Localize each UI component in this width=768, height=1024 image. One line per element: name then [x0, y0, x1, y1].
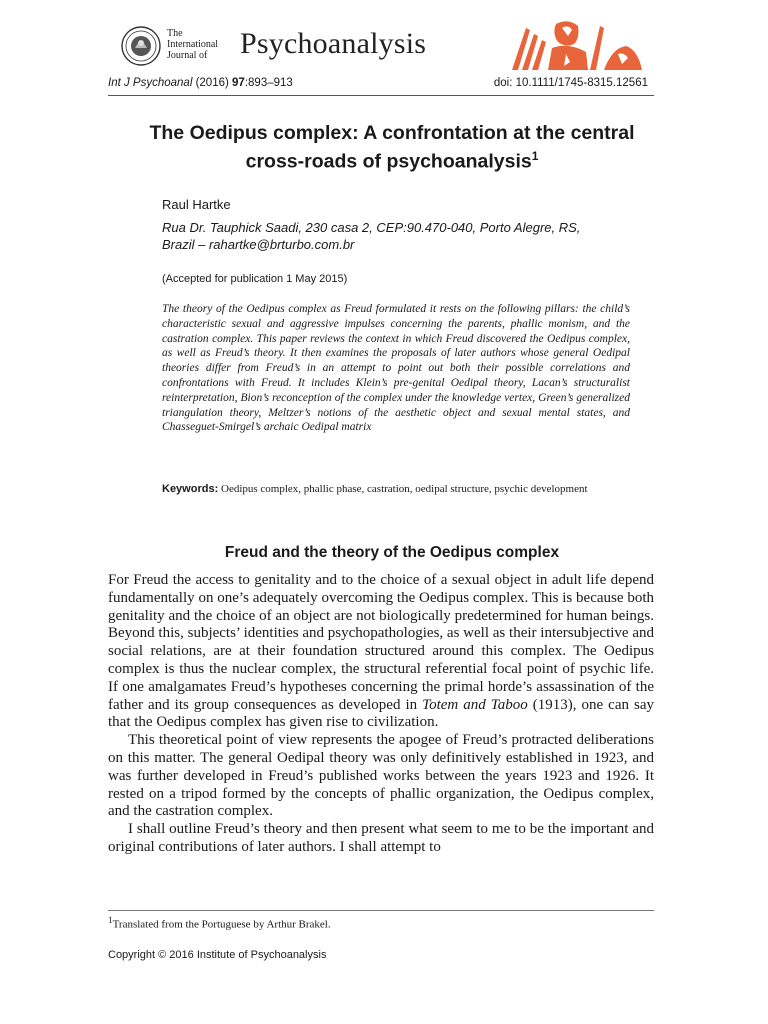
title-text: cross-roads of psychoanalysis [245, 150, 532, 173]
journal-name-small [167, 28, 218, 61]
citation-pages: :893–913 [244, 77, 293, 89]
body-text [108, 572, 654, 857]
author-affiliation [162, 219, 642, 253]
citation-year: (2016) [192, 77, 233, 89]
paragraph: This theoretical point of view represents the apogee of Freud’s protracted deliberations on this matter. The general Oedipal theory was only definitively established in 1923, and was further developed in Freud’s published works between the years 1923 and 1926. It rested on a tripod formed by the concepts of phallic organization, the Oedipus complex, and the castration complex. [108, 732, 654, 820]
section-heading: Freud and the theory of the Oedipus complex [224, 544, 560, 561]
citation-volume: 97 [232, 77, 245, 89]
paragraph: I shall outline Freud’s theory and then present what seem to me to be the important and original contributions of later authors. I shall attempt to [108, 821, 654, 855]
citation [108, 77, 293, 89]
footnote [108, 915, 331, 931]
logo-line: International [167, 39, 219, 50]
paragraph-text: For Freud the access to genitality and to the choice of a sexual object in adult life depend fundamentally on one’s adequately overcoming the Oedipus complex. This is because both genitality and the choice of an object are not biologically predetermined for human beings. Beyond this, subjects’ identities and psychopathologies, as well as their intersubjective and social relations, are at their foundation structured around this complex. The Oedipus complex is thus the nuclear complex, the structural referential focal point of psychic life. If one amalgamates Freud’s hypotheses concerning the primal horde’s assassination of the father and its group consequences as developed in [108, 572, 654, 713]
citation-journal: Int J Psychoanal [108, 77, 193, 89]
footnote-text: Translated from the Portuguese by Arthur Brakel. [112, 918, 331, 931]
accepted-date: (Accepted for publication 1 May 2015) [162, 273, 348, 285]
footnote-rule [108, 910, 654, 911]
author-name: Raul Hartke [162, 197, 231, 212]
header-oedipus-illustration [508, 18, 648, 72]
copyright: Copyright © 2016 Institute of Psychoanalysis [108, 949, 327, 961]
journal-seal-logo [121, 26, 161, 66]
logo-line: The [167, 28, 183, 39]
abstract: The theory of the Oedipus complex as Freud formulated it rests on the following pillars: the child’s characteristic sexual and aggressive impulses concerning the parents, phallic monism, and the castration complex. This paper reviews the context in which Freud discovered the Oedipus complex, as well as Freud’s theory. It then examines the proposals of later authors whose general Oedipal theories differ from Freud’s in an attempt to point out both their possible correlations and confrontations with Freud. It includes Klein’s pre-genital Oedipal theory, Lacan’s structuralist reinterpretation, Bion’s reconception of the complex under the knowledge vertex, Green’s generalized triangulation theory, Meltzer’s notions of the aesthetic object and sexual mental states, and Chasseguet-Smirgel’s archaic Oedipal matrix [162, 303, 630, 434]
doi-link[interactable]: doi: 10.1111/1745-8315.12561 [493, 77, 648, 89]
logo-line: Journal of [167, 50, 208, 61]
title-line [108, 145, 676, 174]
journal-title: Psychoanalysis [240, 27, 427, 60]
title-line: The Oedipus complex: A confrontation at the central [149, 122, 635, 144]
footnote-mark: 1 [108, 915, 113, 925]
header-rule [108, 95, 654, 96]
book-title: Totem and Taboo [422, 696, 528, 713]
article-title [108, 122, 676, 174]
paragraph [108, 572, 654, 732]
keywords [162, 483, 632, 496]
affiliation-line[interactable]: Brazil – rahartke@brturbo.com.br [162, 237, 355, 252]
keywords-label: Keywords: [162, 483, 219, 495]
affiliation-line: Rua Dr. Tauphick Saadi, 230 casa 2, CEP:90.470-040, Porto Alegre, RS, [162, 220, 581, 235]
keywords-list: Oedipus complex, phallic phase, castration, oedipal structure, psychic development [218, 483, 588, 495]
paragraph-text: (1913), one can say that the Oedipus complex has given rise to civilization. [108, 696, 654, 731]
title-footnote-mark[interactable]: 1 [531, 149, 539, 163]
